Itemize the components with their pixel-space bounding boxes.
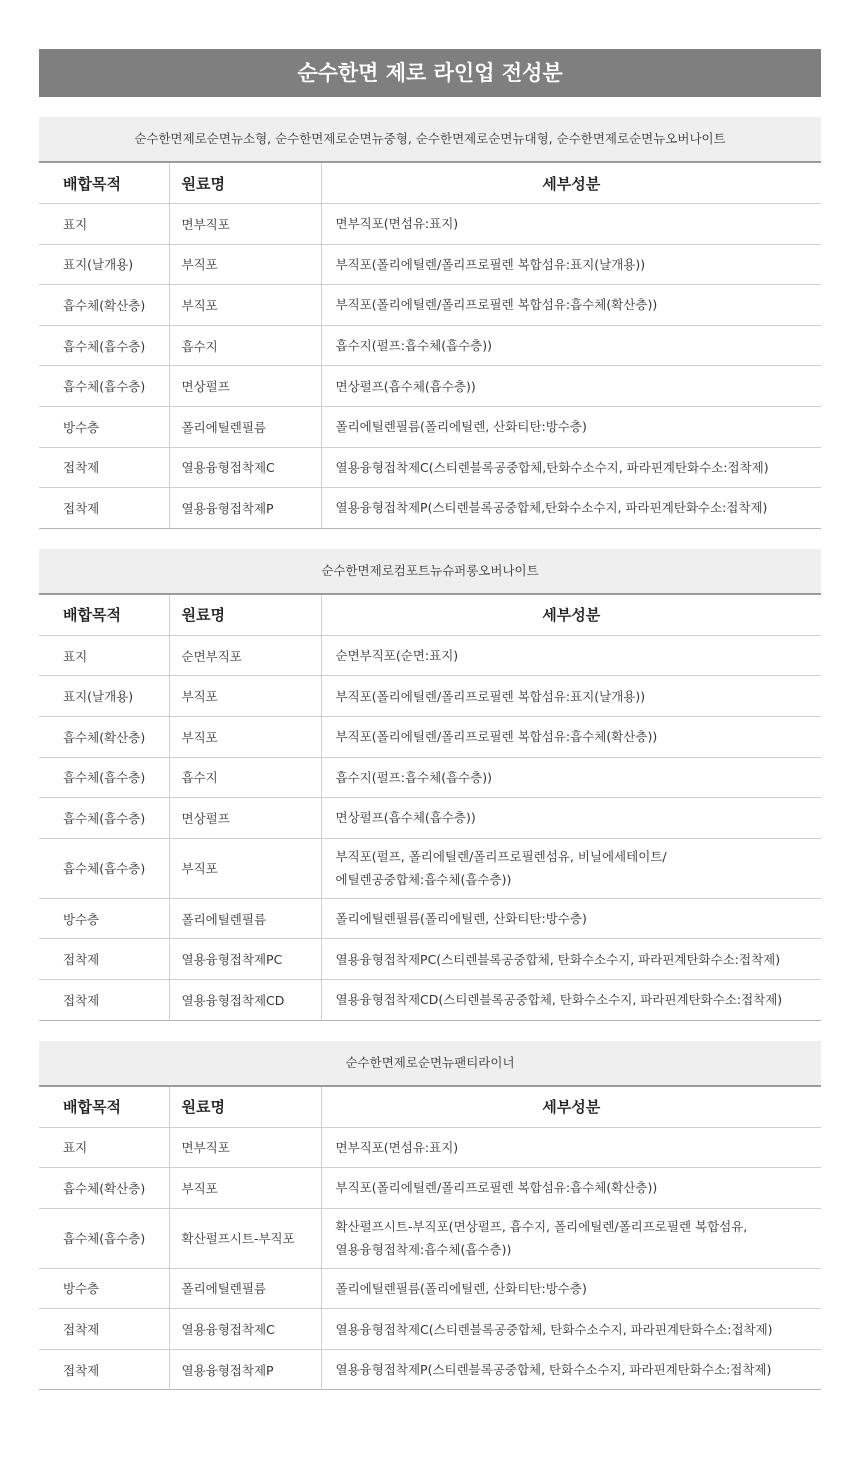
cell-detail	[321, 979, 821, 1020]
cell-detail	[321, 447, 821, 488]
detail-line: 부직포(폴리에틸렌/폴리프로필렌 복합섬유:흡수체(확산층))	[335, 729, 658, 745]
cell-detail	[321, 325, 821, 366]
detail-line: 면상펄프(흡수체(흡수층))	[335, 378, 476, 394]
detail-line: 열용융형접착제CD(스티렌블록공중합체, 탄화수소수지, 파라핀계탄화수소:접착제)	[335, 992, 783, 1008]
cell-purpose: 표지	[39, 204, 169, 245]
table-row	[39, 676, 821, 717]
table-row	[39, 838, 821, 898]
cell-detail	[321, 1309, 821, 1350]
column-header-detail: 세부성분	[321, 595, 821, 636]
cell-material: 부직포	[169, 1168, 321, 1209]
detail-line: 열용융형접착제P(스티렌블록공중합체,탄화수소수지, 파라핀계탄화수소:접착제)	[335, 500, 768, 516]
cell-material: 흡수지	[169, 325, 321, 366]
cell-purpose: 접착제	[39, 447, 169, 488]
detail-line: 부직포(폴리에틸렌/폴리프로필렌 복합섬유:흡수체(확산층))	[335, 297, 658, 313]
cell-material: 흡수지	[169, 757, 321, 798]
detail-line: 열용융형접착제P(스티렌블록공중합체, 탄화수소수지, 파라핀계탄화수소:접착제)	[335, 1362, 772, 1378]
cell-detail	[321, 285, 821, 326]
detail-line: 열용융형접착제PC(스티렌블록공중합체, 탄화수소수지, 파라핀계탄화수소:접착제)	[335, 951, 781, 967]
cell-material: 면상펄프	[169, 366, 321, 407]
product-section	[39, 1041, 821, 1391]
cell-material: 확산펄프시트-부직포	[169, 1208, 321, 1268]
table-row	[39, 757, 821, 798]
cell-purpose: 방수층	[39, 898, 169, 939]
cell-material: 열용융형접착제C	[169, 447, 321, 488]
cell-material: 폴리에틸렌필름	[169, 898, 321, 939]
detail-line: 흡수지(펄프:흡수체(흡수층))	[335, 769, 493, 785]
cell-detail	[321, 1168, 821, 1209]
cell-material: 면부직포	[169, 1127, 321, 1168]
sections-container	[39, 117, 821, 1390]
cell-detail	[321, 716, 821, 757]
cell-material: 부직포	[169, 716, 321, 757]
table-row	[39, 798, 821, 839]
table-row	[39, 1168, 821, 1209]
cell-material: 열용융형접착제CD	[169, 979, 321, 1020]
detail-line: 흡수지(펄프:흡수체(흡수층))	[335, 338, 493, 354]
cell-material: 열용융형접착제PC	[169, 939, 321, 980]
cell-purpose: 표지	[39, 635, 169, 676]
cell-material: 부직포	[169, 676, 321, 717]
cell-detail	[321, 406, 821, 447]
detail-line: 폴리에틸렌필름(폴리에틸렌, 산화티탄:방수층)	[335, 1280, 587, 1296]
table-row	[39, 1309, 821, 1350]
detail-line: 부직포(폴리에틸렌/폴리프로필렌 복합섬유:표지(날개용))	[335, 256, 646, 272]
column-header-material: 원료명	[169, 1087, 321, 1128]
detail-line: 순면부직포(순면:표지)	[335, 648, 459, 664]
detail-line: 부직포(폴리에틸렌/폴리프로필렌 복합섬유:표지(날개용))	[335, 688, 646, 704]
table-row	[39, 204, 821, 245]
cell-detail	[321, 1208, 821, 1268]
product-section	[39, 549, 821, 1021]
page-title: 순수한면 제로 라인업 전성분	[39, 49, 821, 97]
cell-detail	[321, 1268, 821, 1309]
table-row	[39, 325, 821, 366]
cell-purpose: 흡수체(흡수층)	[39, 838, 169, 898]
column-header-purpose: 배합목적	[39, 163, 169, 204]
cell-detail	[321, 244, 821, 285]
table-row	[39, 1349, 821, 1390]
cell-detail	[321, 939, 821, 980]
detail-line-2: 에틸렌공중합체:흡수체(흡수층))	[335, 872, 512, 888]
table-row	[39, 979, 821, 1020]
table-row	[39, 1268, 821, 1309]
section-products-header: 순수한면제로순면뉴팬티라이너	[39, 1041, 821, 1087]
cell-purpose: 흡수체(확산층)	[39, 1168, 169, 1209]
table-row	[39, 939, 821, 980]
detail-line: 부직포(펄프, 폴리에틸렌/폴리프로필렌섬유, 비닐에세테이트/	[335, 849, 667, 865]
cell-purpose: 흡수체(흡수층)	[39, 798, 169, 839]
cell-material: 순면부직포	[169, 635, 321, 676]
table-row	[39, 488, 821, 529]
cell-purpose: 방수층	[39, 1268, 169, 1309]
column-header-detail: 세부성분	[321, 1087, 821, 1128]
cell-purpose: 표지(날개용)	[39, 676, 169, 717]
cell-purpose: 접착제	[39, 1309, 169, 1350]
ingredients-table	[39, 163, 821, 529]
ingredients-table	[39, 595, 821, 1021]
table-row	[39, 285, 821, 326]
cell-detail	[321, 366, 821, 407]
column-header-detail: 세부성분	[321, 163, 821, 204]
cell-detail	[321, 488, 821, 529]
cell-purpose: 흡수체(흡수층)	[39, 1208, 169, 1268]
cell-purpose: 접착제	[39, 1349, 169, 1390]
cell-detail	[321, 635, 821, 676]
cell-detail	[321, 757, 821, 798]
cell-purpose: 접착제	[39, 488, 169, 529]
table-row	[39, 244, 821, 285]
cell-detail	[321, 204, 821, 245]
column-header-material: 원료명	[169, 595, 321, 636]
table-row	[39, 635, 821, 676]
table-header-row	[39, 163, 821, 204]
cell-detail	[321, 838, 821, 898]
cell-detail	[321, 798, 821, 839]
cell-material: 폴리에틸렌필름	[169, 1268, 321, 1309]
cell-material: 면상펄프	[169, 798, 321, 839]
section-products-header: 순수한면제로순면뉴소형, 순수한면제로순면뉴중형, 순수한면제로순면뉴대형, 순수한면제로순면뉴오버나이트	[39, 117, 821, 163]
cell-material: 부직포	[169, 285, 321, 326]
column-header-material: 원료명	[169, 163, 321, 204]
cell-material: 열용융형접착제P	[169, 488, 321, 529]
cell-detail	[321, 1127, 821, 1168]
detail-line: 폴리에틸렌필름(폴리에틸렌, 산화티탄:방수층)	[335, 419, 587, 435]
detail-line: 면부직포(면섬유:표지)	[335, 1139, 459, 1155]
ingredients-table	[39, 1087, 821, 1391]
cell-purpose: 접착제	[39, 979, 169, 1020]
cell-material: 부직포	[169, 838, 321, 898]
cell-material: 열용융형접착제C	[169, 1309, 321, 1350]
table-header-row	[39, 595, 821, 636]
table-header-row	[39, 1087, 821, 1128]
detail-line: 폴리에틸렌필름(폴리에틸렌, 산화티탄:방수층)	[335, 911, 587, 927]
detail-line: 면상펄프(흡수체(흡수층))	[335, 810, 476, 826]
cell-material: 열용융형접착제P	[169, 1349, 321, 1390]
cell-purpose: 표지	[39, 1127, 169, 1168]
detail-line: 열용융형접착제C(스티렌블록공중합체,탄화수소수지, 파라핀계탄화수소:접착제)	[335, 459, 769, 475]
cell-purpose: 흡수체(확산층)	[39, 716, 169, 757]
cell-purpose: 흡수체(흡수층)	[39, 757, 169, 798]
cell-purpose: 표지(날개용)	[39, 244, 169, 285]
table-row	[39, 898, 821, 939]
table-row	[39, 1208, 821, 1268]
cell-material: 폴리에틸렌필름	[169, 406, 321, 447]
cell-detail	[321, 676, 821, 717]
cell-purpose: 접착제	[39, 939, 169, 980]
product-section	[39, 117, 821, 529]
cell-detail	[321, 898, 821, 939]
cell-detail	[321, 1349, 821, 1390]
cell-purpose: 흡수체(흡수층)	[39, 366, 169, 407]
cell-material: 면부직포	[169, 204, 321, 245]
section-products-header: 순수한면제로컴포트뉴슈퍼롱오버나이트	[39, 549, 821, 595]
cell-purpose: 흡수체(확산층)	[39, 285, 169, 326]
table-row	[39, 1127, 821, 1168]
cell-purpose: 방수층	[39, 406, 169, 447]
column-header-purpose: 배합목적	[39, 1087, 169, 1128]
ingredients-page	[39, 49, 821, 1390]
detail-line-2: 열용융형접착제:흡수체(흡수층))	[335, 1242, 512, 1258]
column-header-purpose: 배합목적	[39, 595, 169, 636]
cell-material: 부직포	[169, 244, 321, 285]
table-row	[39, 447, 821, 488]
detail-line: 면부직포(면섬유:표지)	[335, 216, 459, 232]
detail-line: 확산펄프시트-부직포(면상펄프, 흡수지, 폴리에틸렌/폴리프로필렌 복합섬유,	[335, 1219, 748, 1235]
detail-line: 열용융형접착제C(스티렌블록공중합체, 탄화수소수지, 파라핀계탄화수소:접착제)	[335, 1321, 773, 1337]
table-row	[39, 716, 821, 757]
table-row	[39, 366, 821, 407]
cell-purpose: 흡수체(흡수층)	[39, 325, 169, 366]
detail-line: 부직포(폴리에틸렌/폴리프로필렌 복합섬유:흡수체(확산층))	[335, 1180, 658, 1196]
table-row	[39, 406, 821, 447]
